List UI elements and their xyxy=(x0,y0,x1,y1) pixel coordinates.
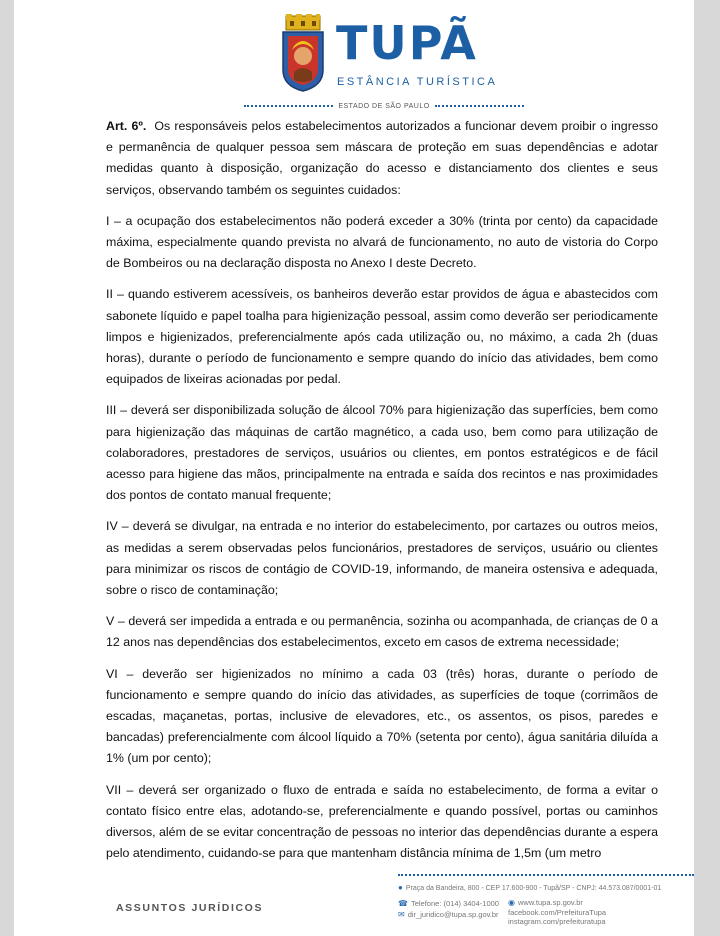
city-coat-of-arms-icon xyxy=(280,14,326,92)
footer-dotted-divider xyxy=(398,874,694,876)
article-body xyxy=(106,116,658,875)
phone-icon: ☎ xyxy=(398,899,408,908)
article-item: V – deverá ser impedida a entrada e ou permanência, sozinha ou acompanhada, de crianças de 0 a 12 anos nas dependências dos estabelecimentos, exceto em casos de extrema necessidade; xyxy=(106,614,658,650)
footer-email-text: dir_juridico@tupa.sp.gov.br xyxy=(407,910,499,919)
footer-website-text: www.tupa.sp.gov.br xyxy=(517,898,583,907)
article-item: III – deverá ser disponibilizada solução de álcool 70% para higienização das superfícies, bem como para higienização das máquinas de cartão magnético, a cada uso, bem como para utilização de colaboradores, prestadores de serviços, usuários ou clientes, em pontos estratégicos e de fácil acesso para higiene das mãos, principalmente na entrada e saída dos recintos e nas proximidades dos pontos de contato manual frequente; xyxy=(106,403,658,503)
footer-address-text: Praça da Bandeira, 800 - CEP 17.600-900 - Tupã/SP - CNPJ: 44.573.087/0001-01 xyxy=(405,885,662,892)
footer-web-column xyxy=(508,898,606,927)
brand-name: TUPÃ xyxy=(336,16,478,70)
footer-instagram: instagram.com/prefeituratupa xyxy=(508,917,606,926)
footer-address xyxy=(398,883,661,892)
footer-contact-column xyxy=(398,898,499,920)
footer-phone xyxy=(398,898,499,909)
article-item: II – quando estiverem acessíveis, os banheiros deverão estar providos de água e abastecidos com sabonete líquido e papel toalha para higienização pessoal, assim como deverão ser periodicamente limpos e higienizados, preferencialmente após cada utilização ou, no máximo, a cada 2h (duas horas), durante o período de funcionamento e sempre quando do início das atividades, bem como equipados de lixeiras acionadas por pedal. xyxy=(106,287,658,387)
dotted-divider xyxy=(435,105,524,107)
state-label: ESTADO DE SÃO PAULO xyxy=(338,102,430,110)
article-intro-text: Os responsáveis pelos estabelecimentos autorizados a funcionar devem proibir o ingresso e permanência de qualquer pessoa sem máscara de proteção em suas dependências e adotar medidas quanto à disposição, organização do acesso e distanciamento dos clientes e seus serviços, observando também os seguintes cuidados: xyxy=(106,119,659,197)
email-icon: ✉ xyxy=(398,910,405,919)
globe-icon: ◉ xyxy=(508,898,515,907)
article-item: IV – deverá se divulgar, na entrada e no interior do estabelecimento, por cartazes ou outros meios, as medidas a serem observadas pelos funcionários, prestadores de serviços, usuário ou clientes para minimizar os riscos de contágio de COVID-19, informando, de maneira ostensiva e adequada, sobre o risco de contaminação; xyxy=(106,519,658,598)
article-item: I – a ocupação dos estabelecimentos não poderá exceder a 30% (trinta por cento) da capacidade máxima, especialmente quando prevista no alvará de funcionamento, no auto de vistoria do Corpo de Bombeiros ou na declaração disposta no Anexo I deste Decreto. xyxy=(106,213,658,271)
article-item: VI – deverão ser higienizados no mínimo a cada 03 (três) horas, durante o período de funcionamento e sempre quando do início das atividades, as superfícies de toque (corrimãos de escadas, maçanetas, portas, inclusive de elevadores, etc., os assentos, os pisos, paredes e bancadas) preferencialmente com álcool líquido a 70% (setenta por cento), água sanitária diluída a 1% (um por cento); xyxy=(106,666,658,766)
state-divider xyxy=(244,100,524,112)
footer-email xyxy=(398,909,499,920)
article-item: VII – deverá ser organizado o fluxo de entrada e saída no estabelecimento, de forma a evitar o contato físico entre elas, adotando-se, preferencialmente e quando possível, portas ou caminhos diversos, além de se evitar concentração de pessoas no interior das dependências durante a espera pelo atendimento, cuidando-se para que mantenham distância mínima de 1,5m (um metro xyxy=(106,782,658,861)
brand-subtitle: ESTÂNCIA TURÍSTICA xyxy=(337,76,498,88)
footer-phone-text: Telefone: (014) 3404-1000 xyxy=(410,899,499,908)
article-label: Art. 6º. xyxy=(106,119,147,133)
dotted-divider xyxy=(244,105,333,107)
letterhead xyxy=(14,0,694,112)
footer-department: ASSUNTOS JURÍDICOS xyxy=(116,902,264,914)
document-page xyxy=(14,0,694,936)
footer-facebook: facebook.com/PrefeituraTupa xyxy=(508,907,607,917)
footer-website xyxy=(508,898,606,908)
article-intro xyxy=(106,116,658,201)
location-pin-icon: ● xyxy=(398,883,403,892)
